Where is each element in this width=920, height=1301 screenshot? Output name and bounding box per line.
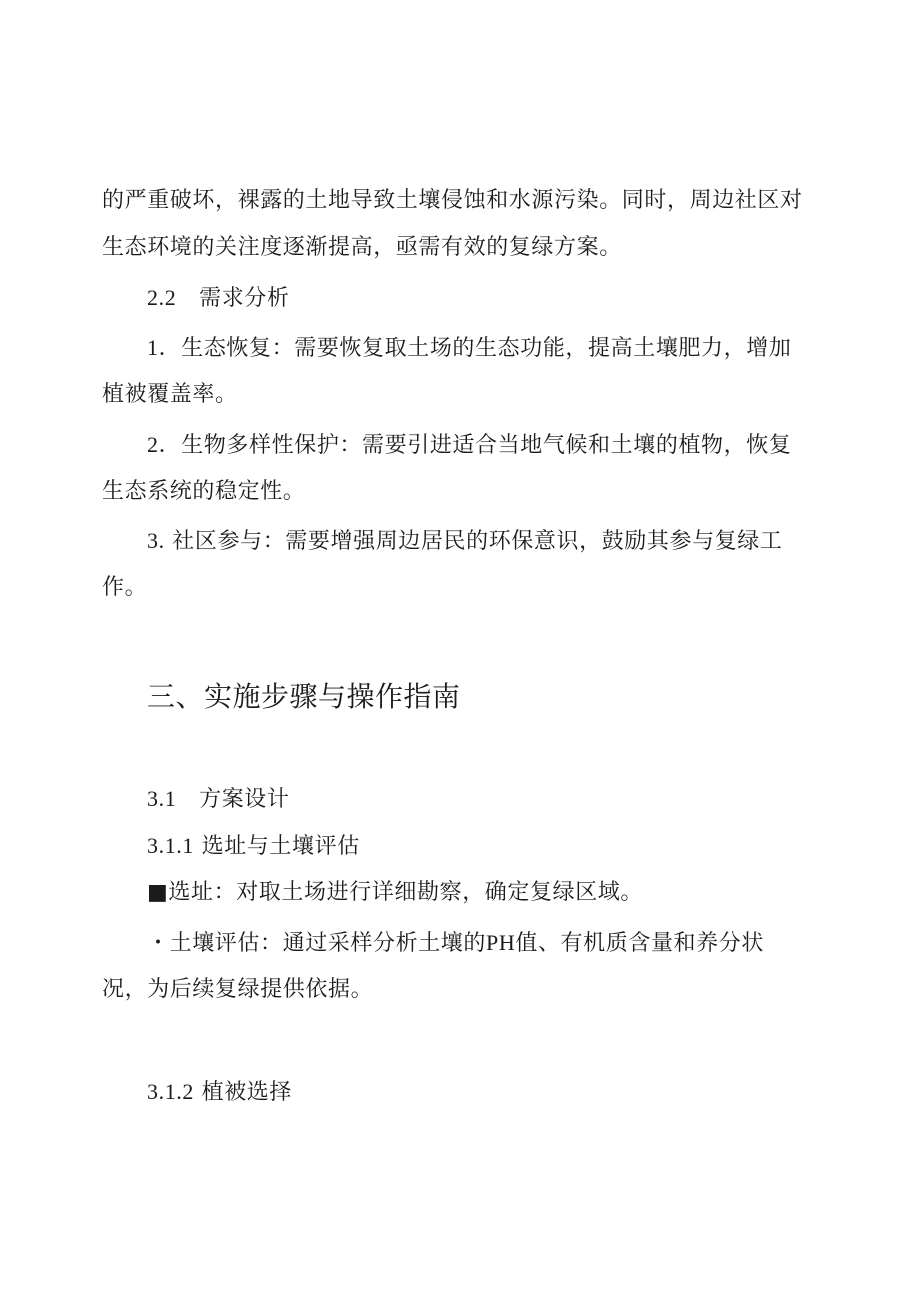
section-number: 3.1.1 xyxy=(147,833,194,858)
ph-text: PH xyxy=(486,930,516,955)
list-marker: 3. xyxy=(147,528,165,553)
square-bullet-icon: ■ xyxy=(147,880,169,905)
section-number: 2.2 xyxy=(147,285,177,310)
bullet-text: 选址：对取土场进行详细勘察，确定复绿区域。 xyxy=(168,880,643,905)
section-title: 选址与土壤评估 xyxy=(201,834,360,859)
list-separator: ． xyxy=(158,336,182,361)
bullet-site-selection xyxy=(147,878,643,908)
section-title: 需求分析 xyxy=(199,286,290,311)
dot-bullet-icon: ・ xyxy=(147,931,170,956)
section-3-1-1-heading xyxy=(147,831,360,862)
list-item-2-line-2: 生态系统的稳定性。 xyxy=(102,479,306,504)
chapter-3-heading: 三、实施步骤与操作指南 xyxy=(147,680,461,713)
list-item-3-line-2: 作。 xyxy=(102,575,148,600)
list-marker: 1 xyxy=(147,335,159,360)
intro-line-1: 的严重破坏，裸露的土地导致土壤侵蚀和水源污染。同时，周边社区对 xyxy=(102,188,803,213)
bullet-soil-assessment-line-2: 况，为后续复绿提供依据。 xyxy=(102,977,374,1002)
bullet-text: 土壤评估：通过采样分析土壤的 xyxy=(169,931,487,956)
intro-line-2: 生态环境的关注度逐渐提高，亟需有效的复绿方案。 xyxy=(102,235,622,260)
section-number: 3.1 xyxy=(147,786,177,811)
section-3-1-2-heading xyxy=(147,1077,292,1108)
list-item-3-line-1 xyxy=(147,526,783,557)
bullet-text-cont: 值、有机质含量和养分状 xyxy=(515,931,764,956)
list-item-2-line-1 xyxy=(147,430,791,461)
list-item-text: 生物多样性保护：需要引进适合当地气候和土壤的植物，恢复 xyxy=(181,433,792,458)
bullet-soil-assessment-line-1 xyxy=(147,928,764,959)
section-title: 方案设计 xyxy=(199,787,290,812)
list-item-text: 生态恢复：需要恢复取土场的生态功能，提高土壤肥力，增加 xyxy=(181,336,792,361)
section-2-2-heading xyxy=(147,283,290,314)
section-title: 植被选择 xyxy=(201,1080,292,1105)
list-item-text: 社区参与：需要增强周边居民的环保意识，鼓励其参与复绿工 xyxy=(172,529,783,554)
list-item-1-line-1 xyxy=(147,333,791,364)
section-number: 3.1.2 xyxy=(147,1079,194,1104)
list-separator: ． xyxy=(158,433,182,458)
list-marker: 2 xyxy=(147,432,159,457)
list-item-1-line-2: 植被覆盖率。 xyxy=(102,382,238,407)
section-3-1-heading xyxy=(147,784,290,815)
